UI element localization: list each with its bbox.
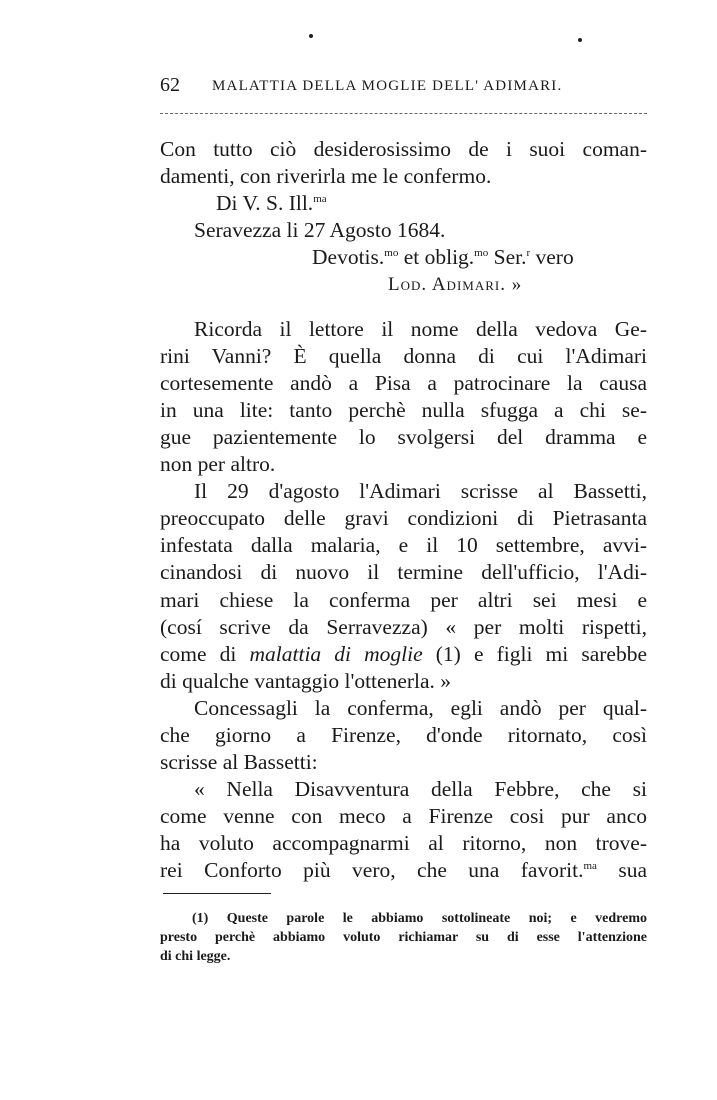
italic-phrase: malattia di moglie [249, 641, 423, 666]
superscript: ma [313, 193, 327, 206]
text-line: mari chiese la conferma per altri sei mesi e [160, 587, 647, 612]
text-line: infestata dalla malaria, e il 10 settembre, avvi- [160, 533, 647, 558]
text-line: damenti, con riverirla me le confermo. [160, 164, 492, 189]
text-line: non per altro. [160, 452, 276, 477]
printer-mark [309, 34, 313, 38]
closing-text: vero [530, 245, 574, 270]
text-line: Ricorda il lettore il nome della vedova Ge- [194, 316, 647, 341]
text-line: scrisse al Bassetti: [160, 750, 318, 775]
letter-place-date: Seravezza li 27 Agosto 1684. [194, 218, 446, 243]
text-line: rini Vanni? È quella donna di cui l'Adimari [160, 343, 647, 368]
text-line [160, 857, 647, 884]
footnote-line: (1) Queste parole le abbiamo sottolineate noi; e vedremo [192, 911, 647, 926]
text-line: Con tutto ciò desiderosissimo de i suoi coman- [160, 137, 647, 161]
superscript: mo [384, 247, 399, 260]
superscript: ma [583, 860, 597, 873]
text-run: (1) e figli mi sarebbe [422, 641, 647, 666]
closing-text: Ser. [488, 245, 527, 270]
header-rule [160, 113, 647, 114]
superscript: r [526, 247, 531, 260]
text-line: di qualche vantaggio l'ottenerla. » [160, 668, 452, 693]
text-line: in una lite: tanto perchè nulla sfugga a chi se- [160, 397, 647, 422]
page-number: 62 [160, 74, 180, 96]
text-line: (cosí scrive da Serravezza) « per molti rispetti, [160, 614, 647, 639]
salutation-text: Di V. S. Ill. [216, 191, 314, 216]
footnote [160, 909, 647, 966]
text-run: come di [160, 641, 250, 666]
text-line: cinandosi di nuovo il termine dell'ufficio, l'Adi- [160, 560, 647, 585]
closing-text: et oblig. [398, 245, 475, 270]
text-run: sua [596, 858, 647, 883]
closing-text: Devotis. [312, 245, 385, 270]
letter-signature: Lod. Adimari. » [388, 274, 523, 296]
text-line: come venne con meco a Firenze cosi pur anco [160, 804, 647, 829]
footnote-rule [163, 893, 271, 894]
text-line: che giorno a Firenze, d'onde ritornato, così [160, 722, 647, 747]
letter-closing [160, 244, 647, 271]
superscript: mo [474, 247, 489, 260]
footnote-line: presto perchè abbiamo voluto richiamar su di esse l'attenzione [160, 930, 647, 945]
text-line: « Nella Disavventura della Febbre, che si [194, 777, 647, 802]
printer-mark [578, 38, 582, 42]
text-run: rei Conforto più vero, che una favorit. [160, 858, 584, 883]
footnote-line: di chi legge. [160, 949, 231, 964]
text-line: gue pazientemente lo svolgersi del dramma e [160, 424, 647, 449]
text-line: ha voluto accompagnarmi al ritorno, non trove- [160, 831, 647, 856]
text-line [160, 641, 647, 668]
text-line: Il 29 d'agosto l'Adimari scrisse al Bassetti, [194, 479, 647, 504]
running-title: MALATTIA DELLA MOGLIE DELL' ADIMARI. [212, 78, 563, 94]
body-text [160, 136, 647, 885]
text-line: cortesemente andò a Pisa a patrocinare la causa [160, 370, 647, 395]
letter-salutation [160, 190, 647, 217]
text-line: preoccupato delle gravi condizioni di Pietrasanta [160, 506, 647, 531]
text-line: Concessagli la conferma, egli andò per qual- [194, 695, 647, 720]
